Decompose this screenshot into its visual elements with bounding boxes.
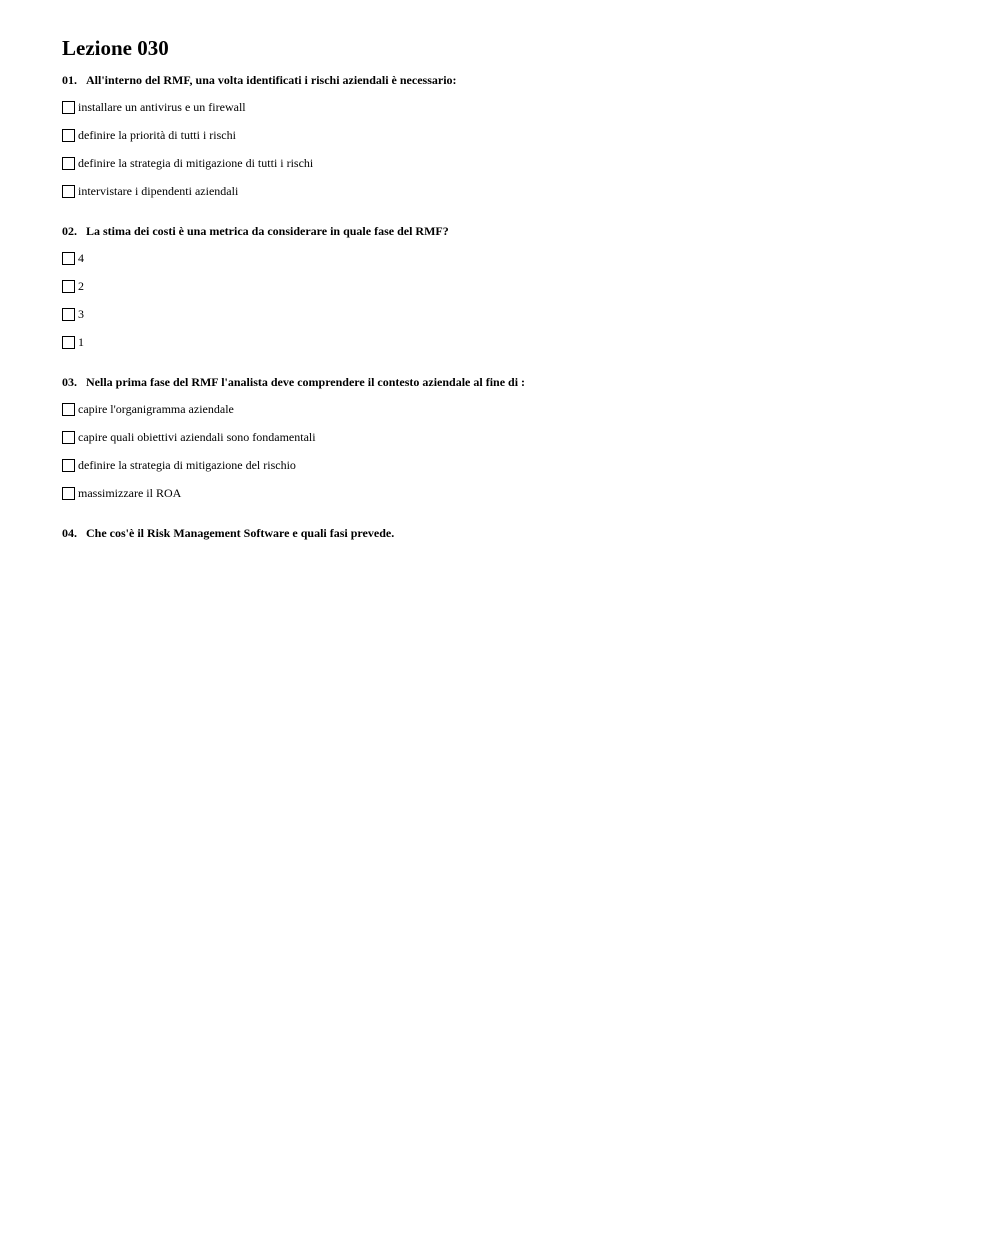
- answer-option[interactable]: [62, 153, 457, 181]
- question-01: [62, 72, 457, 209]
- question-text: Che cos'è il Risk Management Software e quali fasi prevede.: [86, 526, 395, 540]
- option-label: definire la priorità di tutti i rischi: [78, 128, 236, 142]
- option-label: 2: [78, 279, 84, 293]
- checkbox[interactable]: [62, 487, 75, 500]
- question-number: 04.: [62, 526, 77, 540]
- option-label: 3: [78, 307, 84, 321]
- answer-option[interactable]: [62, 427, 525, 455]
- answer-option[interactable]: [62, 483, 525, 511]
- question-number: 02.: [62, 224, 77, 238]
- option-label: definire la strategia di mitigazione di tutti i rischi: [78, 156, 314, 170]
- option-label: intervistare i dipendenti aziendali: [78, 184, 239, 198]
- question-text: Nella prima fase del RMF l'analista deve comprendere il contesto aziendale al fine di :: [86, 375, 526, 389]
- question-heading: [62, 72, 457, 88]
- question-text: All'interno del RMF, una volta identificati i rischi aziendali è necessario:: [86, 73, 457, 87]
- answer-option[interactable]: [62, 181, 457, 209]
- question-number: 01.: [62, 73, 77, 87]
- answer-option[interactable]: [62, 248, 449, 276]
- option-label: capire quali obiettivi aziendali sono fondamentali: [78, 430, 316, 444]
- checkbox[interactable]: [62, 459, 75, 472]
- option-label: 4: [78, 251, 84, 265]
- answer-option[interactable]: [62, 332, 449, 360]
- lesson-title: Lezione 030: [62, 36, 169, 60]
- answer-option[interactable]: [62, 97, 457, 125]
- option-label: 1: [78, 335, 84, 349]
- checkbox[interactable]: [62, 280, 75, 293]
- question-heading: [62, 223, 449, 239]
- option-label: massimizzare il ROA: [78, 486, 182, 500]
- question-03: [62, 374, 525, 511]
- checkbox[interactable]: [62, 101, 75, 114]
- option-label: capire l'organigramma aziendale: [78, 402, 234, 416]
- question-text: La stima dei costi è una metrica da considerare in quale fase del RMF?: [86, 224, 449, 238]
- checkbox[interactable]: [62, 431, 75, 444]
- question-number: 03.: [62, 375, 77, 389]
- checkbox[interactable]: [62, 157, 75, 170]
- checkbox[interactable]: [62, 185, 75, 198]
- option-label: installare un antivirus e un firewall: [78, 100, 246, 114]
- checkbox[interactable]: [62, 336, 75, 349]
- question-heading: [62, 374, 525, 390]
- answer-option[interactable]: [62, 276, 449, 304]
- answer-option[interactable]: [62, 399, 525, 427]
- answer-option[interactable]: [62, 304, 449, 332]
- quiz-page: [62, 34, 942, 540]
- checkbox[interactable]: [62, 308, 75, 321]
- question-heading: [62, 525, 394, 541]
- option-label: definire la strategia di mitigazione del rischio: [78, 458, 296, 472]
- question-02: [62, 223, 449, 360]
- answer-option[interactable]: [62, 125, 457, 153]
- question-04: [62, 525, 394, 550]
- checkbox[interactable]: [62, 403, 75, 416]
- checkbox[interactable]: [62, 252, 75, 265]
- answer-option[interactable]: [62, 455, 525, 483]
- checkbox[interactable]: [62, 129, 75, 142]
